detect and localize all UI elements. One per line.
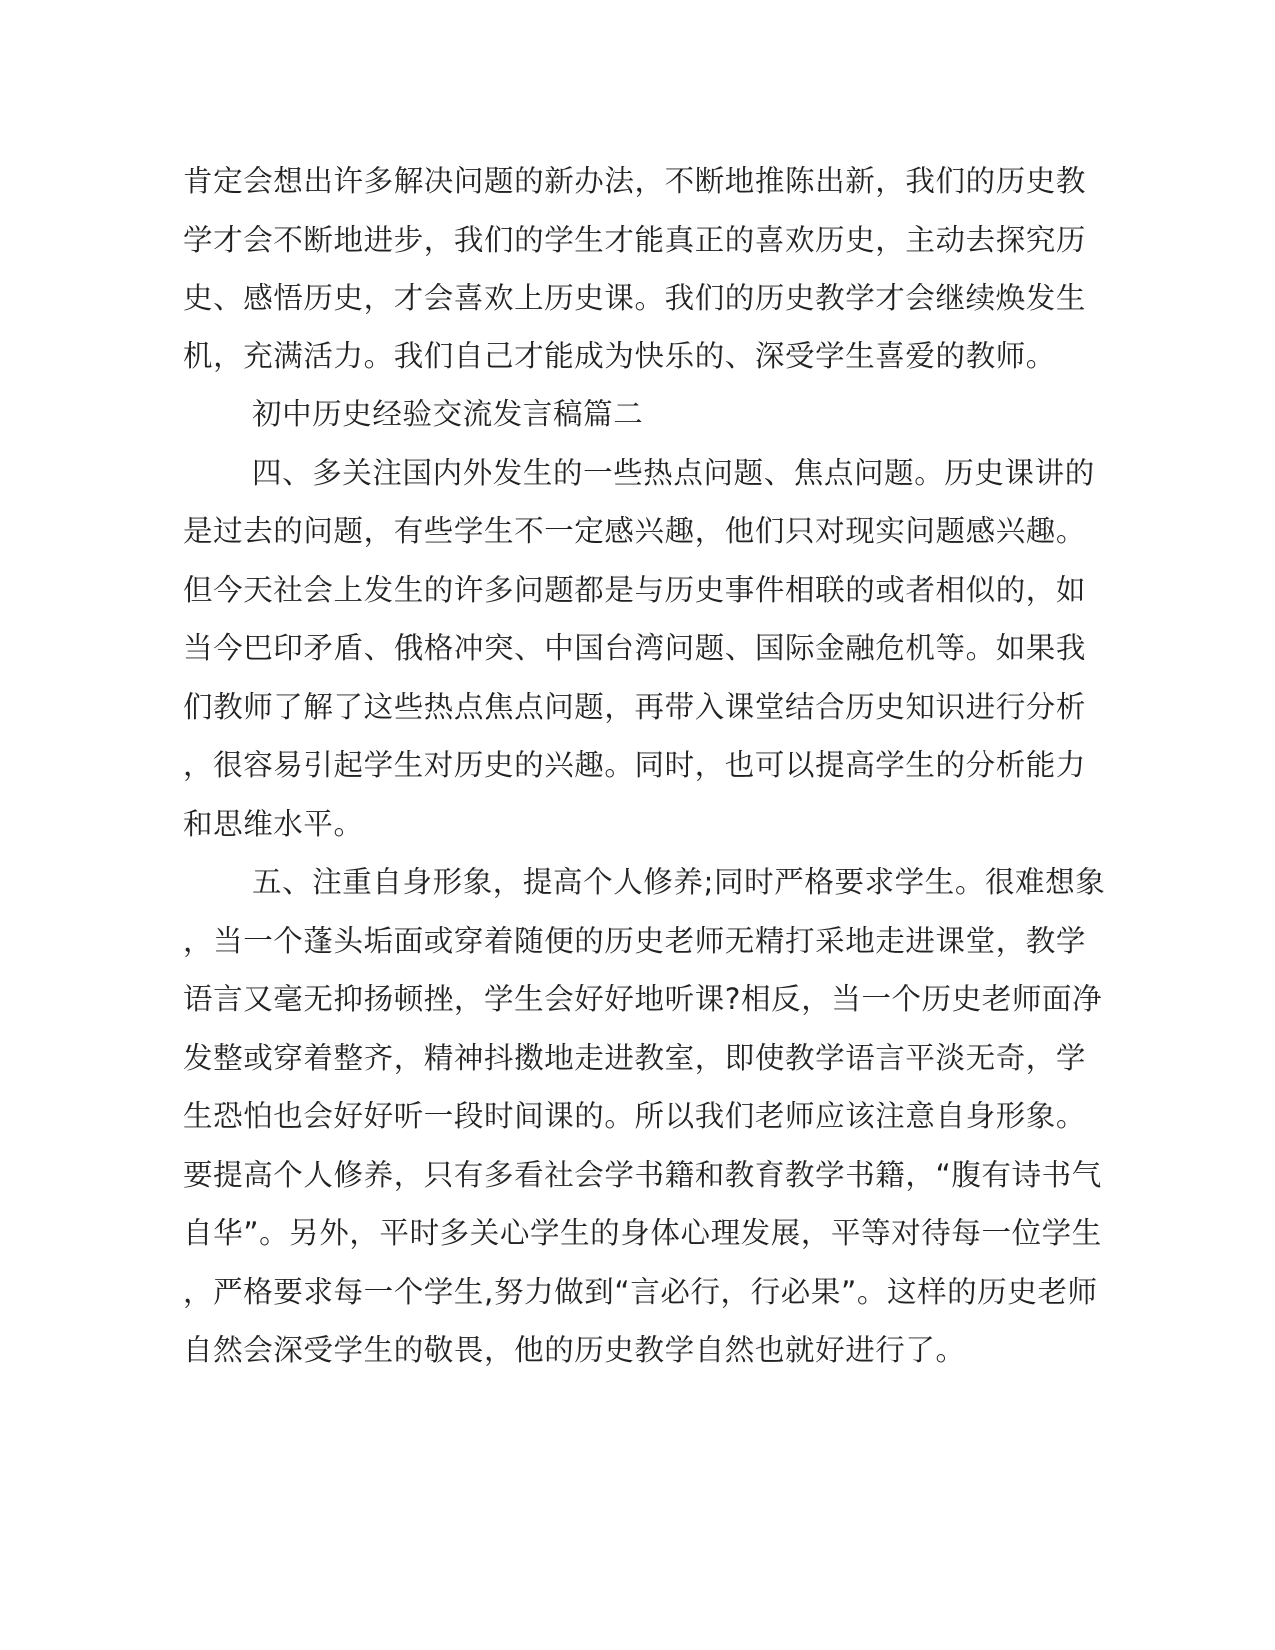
text-line: 是过去的问题，有些学生不一定感兴趣，他们只对现实问题感兴趣。 (183, 514, 1087, 548)
text-line: 生恐怕也会好好听一段时间课的。所以我们老师应该注意自身形象。 (183, 1099, 1087, 1133)
text-line: 们教师了解了这些热点焦点问题，再带入课堂结合历史知识进行分析 (183, 690, 1087, 724)
text-line: 史、感悟历史，才会喜欢上历史课。我们的历史教学才会继续焕发生 (183, 281, 1087, 315)
text-line: 四、多关注国内外发生的一些热点问题、焦点问题。历史课讲的 (252, 456, 1095, 490)
text-line: 机，充满活力。我们自己才能成为快乐的、深受学生喜爱的教师。 (183, 339, 1056, 373)
text-line: 但今天社会上发生的许多问题都是与历史事件相联的或者相似的，如 (183, 573, 1087, 607)
text-line: 自华”。另外，平时多关心学生的身体心理发展，平等对待每一位学生 (183, 1216, 1102, 1250)
text-line: 五、注重自身形象，提高个人修养;同时严格要求学生。很难想象 (252, 865, 1106, 899)
text-line: ，当一个蓬头垢面或穿着随便的历史老师无精打采地走进课堂，教学 (183, 924, 1087, 958)
text-line: 语言又毫无抑扬顿挫，学生会好好地听课?相反，当一个历史老师面净 (183, 982, 1103, 1016)
text-line: 发整或穿着整齐，精神抖擞地走进教室，即使教学语言平淡无奇，学 (183, 1041, 1087, 1075)
text-line: 肯定会想出许多解决问题的新办法，不断地推陈出新，我们的历史教 (183, 164, 1087, 198)
text-line: 当今巴印矛盾、俄格冲突、中国台湾问题、国际金融危机等。如果我 (183, 631, 1087, 665)
text-line: ，严格要求每一个学生,努力做到“言必行，行必果”。这样的历史老师 (183, 1275, 1098, 1309)
text-line: 自然会深受学生的敬畏，他的历史教学自然也就好进行了。 (183, 1333, 966, 1367)
section-heading: 初中历史经验交流发言稿篇二 (252, 397, 644, 431)
text-line: 学才会不断地进步，我们的学生才能真正的喜欢历史，主动去探究历 (183, 223, 1087, 257)
text-line: 和思维水平。 (183, 807, 364, 841)
text-line: ，很容易引起学生对历史的兴趣。同时，也可以提高学生的分析能力 (183, 748, 1087, 782)
text-line: 要提高个人修养，只有多看社会学书籍和教育教学书籍，“腹有诗书气 (183, 1158, 1102, 1192)
